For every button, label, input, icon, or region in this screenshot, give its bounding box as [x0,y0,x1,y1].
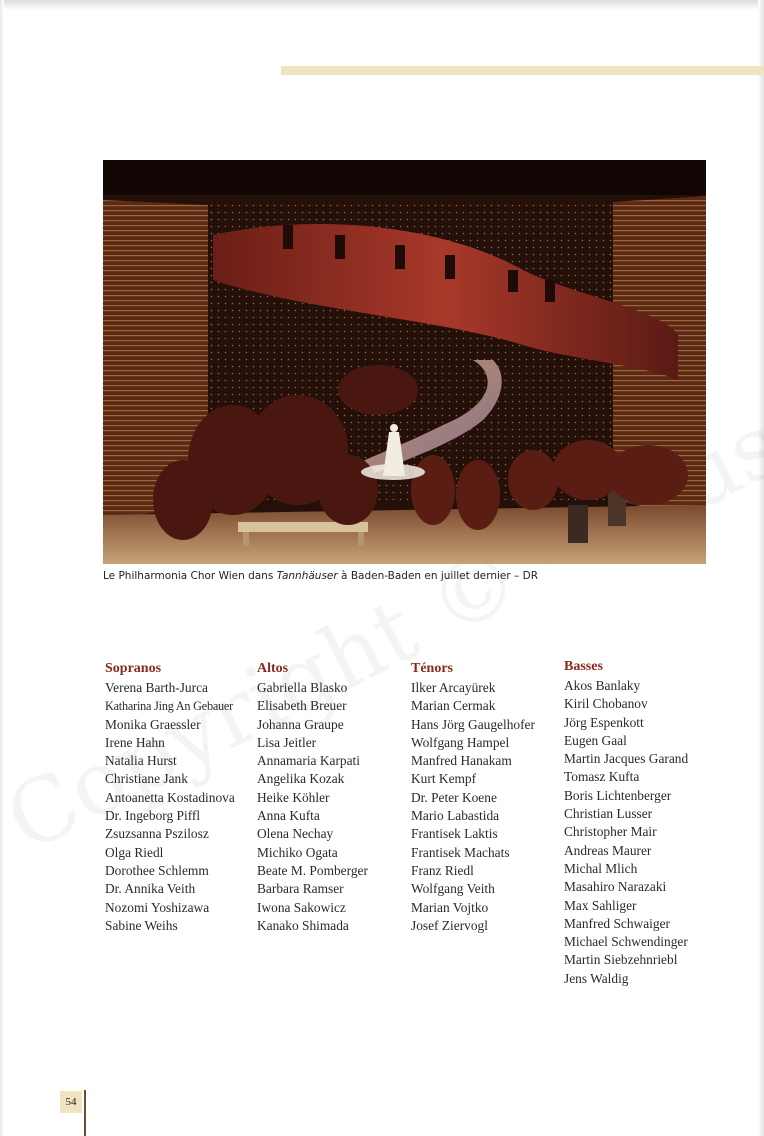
list-item: Zsuzsanna Pszilosz [105,826,209,842]
list-item: Manfred Schwaiger [564,915,670,931]
list-item: Dr. Ingeborg Piffl [105,808,201,824]
list-item: Frantisek Laktis [411,826,498,842]
list-item: Max Sahliger [564,897,637,913]
name-list [564,677,716,988]
caption-text-after: à Baden-Baden en juillet dernier – DR [337,570,539,582]
list-item: Irene Hahn [105,734,165,750]
list-item: Olga Riedl [105,844,164,860]
list-item: Elisabeth Breuer [257,698,347,714]
list-item: Eugen Gaal [564,732,627,748]
section-altos [257,660,409,935]
name-list [257,679,409,935]
list-item: Mario Labastida [411,808,500,824]
list-item: Gabriella Blasko [257,680,348,695]
section-heading: Altos [257,661,289,676]
list-item: Beate M. Pomberger [257,862,368,878]
list-item: Monika Graessler [105,716,201,732]
list-item: Verena Barth-Jurca [105,680,208,695]
list-item: Boris Lichtenberger [564,787,672,803]
list-item: Akos Banlaky [564,678,641,693]
list-item: Kanako Shimada [257,917,349,933]
list-item: Katharina Jing An Gebauer [105,699,234,714]
list-item: Antoanetta Kostadinova [105,789,235,805]
list-item: Annamaria Karpati [257,753,360,769]
list-item: Andreas Maurer [564,842,652,858]
list-item: Christopher Mair [564,824,657,840]
list-item: Martin Siebzehnriebl [564,952,678,968]
list-item: Dorothee Schlemm [105,862,209,878]
list-item: Marian Cermak [411,698,496,714]
list-item: Tomasz Kufta [564,769,640,785]
list-item: Johanna Graupe [257,716,344,732]
list-item: Hans Jörg Gaugelhofer [411,716,535,732]
list-item: Kiril Chobanov [564,696,648,712]
name-list [105,679,257,935]
list-item: Michiko Ogata [257,844,338,860]
list-item: Olena Nechay [257,826,334,842]
section-heading: Sopranos [105,661,162,676]
section-sopranos [105,660,257,935]
section-basses [564,658,716,988]
list-item: Sabine Weihs [105,917,178,933]
page-edge-top [0,0,764,10]
list-item: Kurt Kempf [411,771,477,787]
list-item: Dr. Peter Koene [411,789,497,805]
list-item: Martin Jacques Garand [564,751,689,767]
name-list [411,679,563,935]
header-accent-bar [281,66,764,75]
list-item: Natalia Hurst [105,753,177,769]
list-item: Christiane Jank [105,771,188,787]
list-item: Masahiro Narazaki [564,879,667,895]
stage-photo [103,160,706,564]
list-item: Wolfgang Hampel [411,734,510,750]
list-item: Franz Riedl [411,862,474,878]
section-heading: Basses [564,659,603,674]
list-item: Heike Köhler [257,789,330,805]
list-item: Frantisek Machats [411,844,510,860]
photo-caption [103,570,723,582]
list-item: Michael Schwendinger [564,934,688,950]
section-heading: Ténors [411,661,453,676]
list-item: Marian Vojtko [411,899,489,915]
page-edge-right [758,0,764,1136]
caption-text-before: Le Philharmonia Chor Wien dans [103,570,277,582]
list-item: Angelika Kozak [257,771,345,787]
list-item: Michal Mlich [564,860,638,876]
stage-photo-illustration [103,160,706,564]
list-item: Jens Waldig [564,970,629,986]
section-tenors [411,660,563,935]
list-item: Manfred Hanakam [411,753,512,769]
list-item: Nozomi Yoshizawa [105,899,210,915]
list-item: Lisa Jeitler [257,734,317,750]
list-item: Wolfgang Veith [411,881,495,897]
page-number: 54 [60,1091,82,1113]
page-number-rule [84,1090,86,1136]
caption-opera-title: Tannhäuser [276,570,338,582]
list-item: Dr. Annika Veith [105,881,196,897]
list-item: Barbara Ramser [257,881,344,897]
list-item: Christian Lusser [564,806,653,822]
list-item: Josef Ziervogl [411,917,488,933]
list-item: Ilker Arcayürek [411,680,496,695]
page-edge-left [0,0,4,1136]
list-item: Anna Kufta [257,808,320,824]
list-item: Jörg Espenkott [564,714,644,730]
list-item: Iwona Sakowicz [257,899,346,915]
